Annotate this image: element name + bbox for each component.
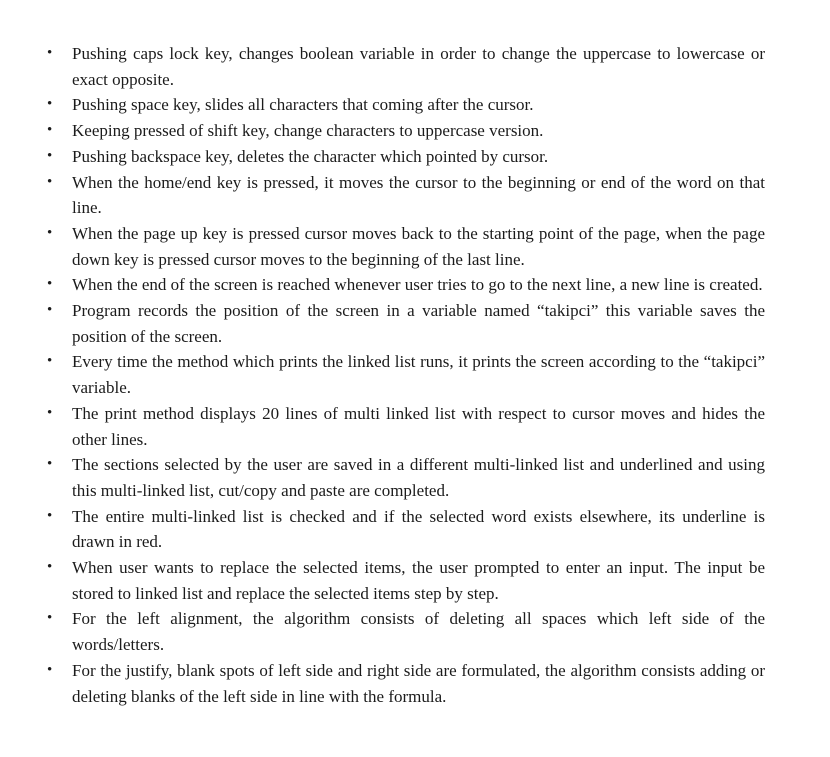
list-item [47,170,765,221]
bullet-icon: • [47,559,53,576]
list-item [47,452,765,503]
list-item-text: When the end of the screen is reached whenever user tries to go to the next line, a new line is created. [72,275,763,295]
list-item [47,349,765,400]
bullet-icon: • [47,456,53,473]
list-item-text: The entire multi-linked list is checked and if the selected word exists elsewhere, its underline is drawn in red. [72,506,765,552]
list-item [47,92,765,118]
list-item-text: Pushing space key, slides all characters that coming after the cursor. [72,95,534,115]
list-item-text: For the justify, blank spots of left side and right side are formulated, the algorithm consists adding or deleting blanks of the left side in line with the formula. [72,660,765,706]
list-item-text: The print method displays 20 lines of multi linked list with respect to cursor moves and hides the other lines. [72,403,765,449]
bullet-icon: • [47,45,53,61]
list-item [47,221,765,272]
list-item-text: When user wants to replace the selected items, the user prompted to enter an input. The input be stored to linked list and replace the selected items step by step. [72,558,765,603]
bullet-icon: • [47,173,53,190]
list-item [47,606,765,657]
bullet-icon: • [47,302,53,319]
bullet-icon: • [47,276,53,293]
bullet-icon: • [47,507,53,524]
bullet-list [47,41,765,709]
list-item [47,41,765,92]
list-item-text: When the page up key is pressed cursor moves back to the starting point of the page, when the page down key is pressed cursor moves to the beginning of the last line. [72,223,765,269]
list-item-text: The sections selected by the user are saved in a different multi-linked list and underlined and using this multi-linked list, cut/copy and paste are completed. [72,455,765,500]
bullet-icon: • [47,353,53,370]
list-item-text: When the home/end key is pressed, it moves the cursor to the beginning or end of the word on that line. [72,172,765,218]
list-item-text: Pushing backspace key, deletes the character which pointed by cursor. [72,146,549,166]
bullet-icon: • [47,610,53,627]
bullet-icon: • [47,147,53,164]
list-item [47,272,765,298]
list-item [47,298,765,349]
list-item [47,504,765,555]
bullet-icon: • [47,122,53,139]
bullet-icon: • [47,224,53,241]
list-item [47,658,765,709]
list-item [47,555,765,606]
list-item [47,144,765,170]
list-item-text: Every time the method which prints the linked list runs, it prints the screen according to the “takipci” variable. [72,352,765,398]
list-item [47,118,765,144]
bullet-icon: • [47,96,53,113]
list-item-text: Keeping pressed of shift key, change characters to uppercase version. [72,121,544,141]
list-item-text: Program records the position of the screen in a variable named “takipci” this variable saves the position of the screen. [72,301,765,346]
bullet-icon: • [47,404,53,421]
list-item-text: For the left alignment, the algorithm consists of deleting all spaces which left side of the words/letters. [72,609,765,655]
bullet-icon: • [47,661,53,678]
list-item [47,401,765,452]
list-item-text: Pushing caps lock key, changes boolean variable in order to change the uppercase to lowercase or exact opposite. [72,44,765,89]
